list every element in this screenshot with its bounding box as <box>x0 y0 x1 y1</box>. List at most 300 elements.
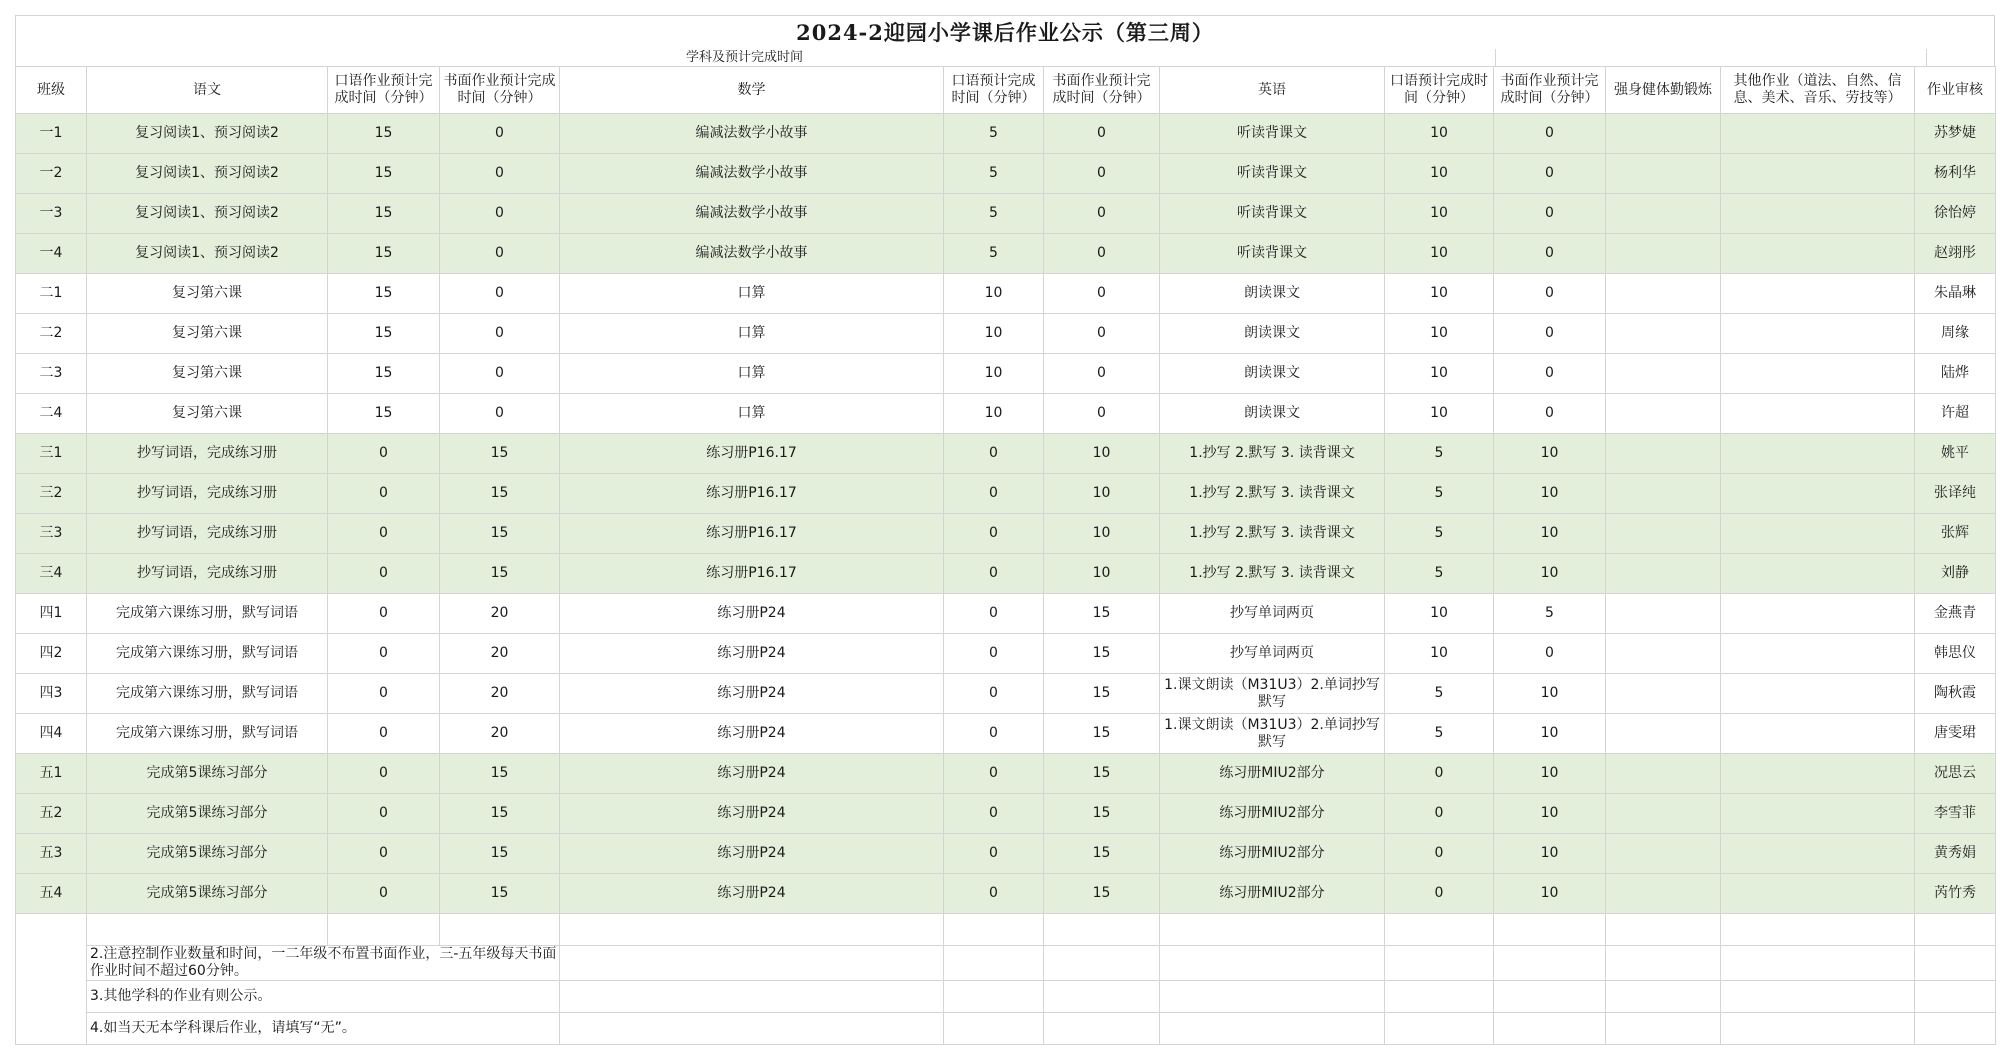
other-homework-cell[interactable] <box>1721 754 1915 794</box>
chinese-written-time-cell[interactable]: 15 <box>440 474 560 514</box>
math-written-time-cell[interactable]: 10 <box>1044 514 1160 554</box>
reviewer-cell[interactable]: 姚平 <box>1915 434 1996 474</box>
exercise-cell[interactable] <box>1606 434 1721 474</box>
class-cell[interactable]: 二1 <box>16 274 87 314</box>
empty-cell[interactable] <box>1915 914 1996 946</box>
other-homework-cell[interactable] <box>1721 114 1915 154</box>
reviewer-cell[interactable]: 朱晶琳 <box>1915 274 1996 314</box>
math-written-time-cell[interactable]: 0 <box>1044 394 1160 434</box>
chinese-task-cell[interactable]: 完成第六课练习册，默写词语 <box>87 674 328 714</box>
english-task-cell[interactable]: 1.课文朗读（M31U3）2.单词抄写默写 <box>1160 674 1385 714</box>
empty-cell[interactable] <box>944 981 1044 1013</box>
math-written-time-cell[interactable]: 15 <box>1044 834 1160 874</box>
english-task-cell[interactable]: 练习册MIU2部分 <box>1160 834 1385 874</box>
english-oral-time-cell[interactable]: 10 <box>1385 274 1494 314</box>
exercise-cell[interactable] <box>1606 234 1721 274</box>
other-homework-cell[interactable] <box>1721 874 1915 914</box>
reviewer-cell[interactable]: 徐怡婷 <box>1915 194 1996 234</box>
exercise-cell[interactable] <box>1606 714 1721 754</box>
chinese-oral-time-cell[interactable]: 0 <box>328 874 440 914</box>
reviewer-cell[interactable]: 陆烨 <box>1915 354 1996 394</box>
reviewer-cell[interactable]: 刘静 <box>1915 554 1996 594</box>
empty-cell[interactable] <box>1606 946 1721 981</box>
english-oral-time-cell[interactable]: 10 <box>1385 114 1494 154</box>
math-oral-time-cell[interactable]: 0 <box>944 714 1044 754</box>
math-task-cell[interactable]: 编减法数学小故事 <box>560 114 944 154</box>
exercise-cell[interactable] <box>1606 274 1721 314</box>
note-text[interactable]: 2.注意控制作业数量和时间，一二年级不布置书面作业，三-五年级每天书面作业时间不超过60分钟。 <box>87 946 560 981</box>
exercise-cell[interactable] <box>1606 794 1721 834</box>
class-cell[interactable]: 五3 <box>16 834 87 874</box>
other-homework-cell[interactable] <box>1721 594 1915 634</box>
chinese-oral-time-cell[interactable]: 0 <box>328 594 440 634</box>
math-oral-time-cell[interactable]: 10 <box>944 394 1044 434</box>
math-written-time-cell[interactable]: 10 <box>1044 474 1160 514</box>
math-written-time-cell[interactable]: 15 <box>1044 874 1160 914</box>
math-task-cell[interactable]: 编减法数学小故事 <box>560 154 944 194</box>
english-written-time-cell[interactable]: 10 <box>1494 714 1606 754</box>
math-written-time-cell[interactable]: 0 <box>1044 314 1160 354</box>
english-oral-time-cell[interactable]: 0 <box>1385 874 1494 914</box>
english-task-cell[interactable]: 听读背课文 <box>1160 154 1385 194</box>
other-homework-cell[interactable] <box>1721 634 1915 674</box>
empty-cell[interactable] <box>1494 1013 1606 1045</box>
exercise-cell[interactable] <box>1606 154 1721 194</box>
english-oral-time-cell[interactable]: 10 <box>1385 194 1494 234</box>
chinese-oral-time-cell[interactable]: 15 <box>328 394 440 434</box>
english-task-cell[interactable]: 朗读课文 <box>1160 274 1385 314</box>
empty-cell[interactable] <box>1385 946 1494 981</box>
english-task-cell[interactable]: 听读背课文 <box>1160 234 1385 274</box>
english-task-cell[interactable]: 1.抄写 2.默写 3. 读背课文 <box>1160 434 1385 474</box>
english-task-cell[interactable]: 抄写单词两页 <box>1160 594 1385 634</box>
other-homework-cell[interactable] <box>1721 274 1915 314</box>
english-written-time-cell[interactable]: 10 <box>1494 514 1606 554</box>
chinese-written-time-cell[interactable]: 0 <box>440 394 560 434</box>
math-oral-time-cell[interactable]: 5 <box>944 194 1044 234</box>
class-cell[interactable]: 一4 <box>16 234 87 274</box>
header-cell[interactable]: 口语作业预计完成时间（分钟） <box>328 67 440 114</box>
class-cell[interactable]: 四3 <box>16 674 87 714</box>
class-cell[interactable]: 二3 <box>16 354 87 394</box>
class-cell[interactable]: 二2 <box>16 314 87 354</box>
chinese-task-cell[interactable]: 完成第5课练习部分 <box>87 834 328 874</box>
chinese-oral-time-cell[interactable]: 0 <box>328 834 440 874</box>
math-task-cell[interactable]: 口算 <box>560 314 944 354</box>
chinese-oral-time-cell[interactable]: 0 <box>328 674 440 714</box>
class-cell[interactable]: 一1 <box>16 114 87 154</box>
exercise-cell[interactable] <box>1606 554 1721 594</box>
english-oral-time-cell[interactable]: 0 <box>1385 834 1494 874</box>
empty-cell[interactable] <box>1160 981 1385 1013</box>
math-written-time-cell[interactable]: 0 <box>1044 194 1160 234</box>
header-cell[interactable]: 强身健体勤锻炼 <box>1606 67 1721 114</box>
english-oral-time-cell[interactable]: 5 <box>1385 474 1494 514</box>
english-oral-time-cell[interactable]: 10 <box>1385 314 1494 354</box>
header-cell[interactable]: 口语预计完成时间（分钟） <box>944 67 1044 114</box>
header-cell[interactable]: 英语 <box>1160 67 1385 114</box>
exercise-cell[interactable] <box>1606 754 1721 794</box>
english-oral-time-cell[interactable]: 0 <box>1385 794 1494 834</box>
chinese-oral-time-cell[interactable]: 15 <box>328 194 440 234</box>
english-task-cell[interactable]: 练习册MIU2部分 <box>1160 794 1385 834</box>
other-homework-cell[interactable] <box>1721 714 1915 754</box>
english-task-cell[interactable]: 朗读课文 <box>1160 314 1385 354</box>
empty-cell[interactable] <box>1044 914 1160 946</box>
english-oral-time-cell[interactable]: 10 <box>1385 634 1494 674</box>
math-task-cell[interactable]: 练习册P24 <box>560 674 944 714</box>
empty-cell[interactable] <box>1385 1013 1494 1045</box>
math-oral-time-cell[interactable]: 0 <box>944 674 1044 714</box>
empty-cell[interactable] <box>1494 981 1606 1013</box>
exercise-cell[interactable] <box>1606 394 1721 434</box>
chinese-written-time-cell[interactable]: 0 <box>440 354 560 394</box>
empty-cell[interactable] <box>560 981 944 1013</box>
math-oral-time-cell[interactable]: 10 <box>944 314 1044 354</box>
title-row[interactable] <box>15 15 1995 49</box>
math-written-time-cell[interactable]: 0 <box>1044 354 1160 394</box>
chinese-task-cell[interactable]: 抄写词语，完成练习册 <box>87 474 328 514</box>
math-oral-time-cell[interactable]: 0 <box>944 554 1044 594</box>
exercise-cell[interactable] <box>1606 634 1721 674</box>
english-written-time-cell[interactable]: 0 <box>1494 354 1606 394</box>
english-oral-time-cell[interactable]: 10 <box>1385 154 1494 194</box>
chinese-task-cell[interactable]: 复习第六课 <box>87 314 328 354</box>
chinese-task-cell[interactable]: 完成第5课练习部分 <box>87 794 328 834</box>
empty-cell[interactable] <box>1915 946 1996 981</box>
chinese-task-cell[interactable]: 抄写词语，完成练习册 <box>87 434 328 474</box>
reviewer-cell[interactable]: 况思云 <box>1915 754 1996 794</box>
other-homework-cell[interactable] <box>1721 234 1915 274</box>
math-oral-time-cell[interactable]: 0 <box>944 834 1044 874</box>
math-task-cell[interactable]: 练习册P24 <box>560 714 944 754</box>
empty-cell[interactable] <box>1915 1013 1996 1045</box>
exercise-cell[interactable] <box>1606 834 1721 874</box>
chinese-written-time-cell[interactable]: 0 <box>440 274 560 314</box>
english-written-time-cell[interactable]: 10 <box>1494 474 1606 514</box>
math-oral-time-cell[interactable]: 0 <box>944 434 1044 474</box>
math-written-time-cell[interactable]: 10 <box>1044 434 1160 474</box>
chinese-oral-time-cell[interactable]: 15 <box>328 274 440 314</box>
empty-cell[interactable] <box>1385 914 1494 946</box>
english-task-cell[interactable]: 1.抄写 2.默写 3. 读背课文 <box>1160 554 1385 594</box>
math-task-cell[interactable]: 口算 <box>560 274 944 314</box>
math-written-time-cell[interactable]: 15 <box>1044 674 1160 714</box>
math-oral-time-cell[interactable]: 0 <box>944 594 1044 634</box>
english-task-cell[interactable]: 1.抄写 2.默写 3. 读背课文 <box>1160 474 1385 514</box>
chinese-oral-time-cell[interactable]: 15 <box>328 314 440 354</box>
class-cell[interactable]: 一2 <box>16 154 87 194</box>
english-written-time-cell[interactable]: 0 <box>1494 234 1606 274</box>
chinese-written-time-cell[interactable]: 20 <box>440 594 560 634</box>
empty-cell[interactable] <box>1044 1013 1160 1045</box>
empty-cell[interactable] <box>1606 1013 1721 1045</box>
english-written-time-cell[interactable]: 10 <box>1494 794 1606 834</box>
math-task-cell[interactable]: 练习册P16.17 <box>560 554 944 594</box>
class-cell[interactable]: 三2 <box>16 474 87 514</box>
header-cell[interactable]: 数学 <box>560 67 944 114</box>
other-homework-cell[interactable] <box>1721 554 1915 594</box>
english-written-time-cell[interactable]: 10 <box>1494 874 1606 914</box>
math-written-time-cell[interactable]: 10 <box>1044 554 1160 594</box>
other-homework-cell[interactable] <box>1721 394 1915 434</box>
chinese-written-time-cell[interactable]: 15 <box>440 874 560 914</box>
empty-cell[interactable] <box>1044 981 1160 1013</box>
exercise-cell[interactable] <box>1606 354 1721 394</box>
english-oral-time-cell[interactable]: 5 <box>1385 434 1494 474</box>
chinese-task-cell[interactable]: 完成第5课练习部分 <box>87 754 328 794</box>
math-written-time-cell[interactable]: 15 <box>1044 794 1160 834</box>
chinese-written-time-cell[interactable]: 20 <box>440 634 560 674</box>
english-task-cell[interactable]: 1.课文朗读（M31U3）2.单词抄写默写 <box>1160 714 1385 754</box>
class-cell[interactable]: 三3 <box>16 514 87 554</box>
empty-cell[interactable] <box>1044 946 1160 981</box>
math-written-time-cell[interactable]: 0 <box>1044 234 1160 274</box>
reviewer-cell[interactable]: 张辉 <box>1915 514 1996 554</box>
reviewer-cell[interactable]: 张译纯 <box>1915 474 1996 514</box>
english-written-time-cell[interactable]: 0 <box>1494 634 1606 674</box>
reviewer-cell[interactable]: 苏梦婕 <box>1915 114 1996 154</box>
math-oral-time-cell[interactable]: 5 <box>944 114 1044 154</box>
chinese-oral-time-cell[interactable]: 0 <box>328 634 440 674</box>
math-written-time-cell[interactable]: 0 <box>1044 154 1160 194</box>
english-written-time-cell[interactable]: 10 <box>1494 434 1606 474</box>
chinese-task-cell[interactable]: 复习阅读1、预习阅读2 <box>87 194 328 234</box>
english-task-cell[interactable]: 练习册MIU2部分 <box>1160 874 1385 914</box>
empty-cell[interactable] <box>1915 981 1996 1013</box>
chinese-oral-time-cell[interactable]: 0 <box>328 794 440 834</box>
english-written-time-cell[interactable]: 10 <box>1494 754 1606 794</box>
reviewer-cell[interactable]: 陶秋霞 <box>1915 674 1996 714</box>
math-oral-time-cell[interactable]: 0 <box>944 754 1044 794</box>
math-written-time-cell[interactable]: 0 <box>1044 114 1160 154</box>
chinese-oral-time-cell[interactable]: 15 <box>328 154 440 194</box>
chinese-oral-time-cell[interactable]: 0 <box>328 754 440 794</box>
math-task-cell[interactable]: 编减法数学小故事 <box>560 194 944 234</box>
english-written-time-cell[interactable]: 5 <box>1494 594 1606 634</box>
math-written-time-cell[interactable]: 15 <box>1044 714 1160 754</box>
note-text[interactable]: 4.如当天无本学科课后作业，请填写“无”。 <box>87 1013 560 1045</box>
exercise-cell[interactable] <box>1606 514 1721 554</box>
empty-cell[interactable] <box>944 914 1044 946</box>
math-task-cell[interactable]: 练习册P16.17 <box>560 514 944 554</box>
class-cell[interactable]: 四2 <box>16 634 87 674</box>
math-task-cell[interactable]: 练习册P24 <box>560 754 944 794</box>
chinese-task-cell[interactable]: 复习阅读1、预习阅读2 <box>87 154 328 194</box>
chinese-oral-time-cell[interactable]: 0 <box>328 474 440 514</box>
chinese-task-cell[interactable]: 复习第六课 <box>87 394 328 434</box>
english-oral-time-cell[interactable]: 5 <box>1385 514 1494 554</box>
reviewer-cell[interactable]: 赵翊彤 <box>1915 234 1996 274</box>
math-oral-time-cell[interactable]: 5 <box>944 154 1044 194</box>
header-cell[interactable]: 书面作业预计完成时间（分钟） <box>1044 67 1160 114</box>
chinese-oral-time-cell[interactable]: 15 <box>328 114 440 154</box>
chinese-task-cell[interactable]: 复习阅读1、预习阅读2 <box>87 234 328 274</box>
chinese-written-time-cell[interactable]: 20 <box>440 714 560 754</box>
english-oral-time-cell[interactable]: 10 <box>1385 594 1494 634</box>
subtitle-row[interactable] <box>15 49 1995 66</box>
english-written-time-cell[interactable]: 0 <box>1494 154 1606 194</box>
math-oral-time-cell[interactable]: 10 <box>944 274 1044 314</box>
english-task-cell[interactable]: 朗读课文 <box>1160 394 1385 434</box>
english-written-time-cell[interactable]: 0 <box>1494 274 1606 314</box>
other-homework-cell[interactable] <box>1721 314 1915 354</box>
empty-cell[interactable] <box>1494 914 1606 946</box>
empty-cell[interactable] <box>1160 1013 1385 1045</box>
chinese-task-cell[interactable]: 复习第六课 <box>87 354 328 394</box>
chinese-written-time-cell[interactable]: 0 <box>440 234 560 274</box>
chinese-task-cell[interactable]: 完成第六课练习册，默写词语 <box>87 634 328 674</box>
empty-cell[interactable] <box>16 914 87 1045</box>
exercise-cell[interactable] <box>1606 114 1721 154</box>
reviewer-cell[interactable]: 李雪菲 <box>1915 794 1996 834</box>
chinese-written-time-cell[interactable]: 15 <box>440 554 560 594</box>
chinese-written-time-cell[interactable]: 15 <box>440 434 560 474</box>
chinese-task-cell[interactable]: 复习阅读1、预习阅读2 <box>87 114 328 154</box>
reviewer-cell[interactable]: 韩思仪 <box>1915 634 1996 674</box>
chinese-written-time-cell[interactable]: 15 <box>440 794 560 834</box>
class-cell[interactable]: 一3 <box>16 194 87 234</box>
header-cell[interactable]: 书面作业预计完成时间（分钟） <box>1494 67 1606 114</box>
empty-cell[interactable] <box>560 946 944 981</box>
chinese-task-cell[interactable]: 完成第六课练习册，默写词语 <box>87 594 328 634</box>
math-oral-time-cell[interactable]: 10 <box>944 354 1044 394</box>
other-homework-cell[interactable] <box>1721 514 1915 554</box>
chinese-oral-time-cell[interactable]: 0 <box>328 714 440 754</box>
other-homework-cell[interactable] <box>1721 474 1915 514</box>
class-cell[interactable]: 四1 <box>16 594 87 634</box>
math-oral-time-cell[interactable]: 0 <box>944 514 1044 554</box>
chinese-written-time-cell[interactable]: 20 <box>440 674 560 714</box>
english-written-time-cell[interactable]: 10 <box>1494 834 1606 874</box>
other-homework-cell[interactable] <box>1721 354 1915 394</box>
reviewer-cell[interactable]: 芮竹秀 <box>1915 874 1996 914</box>
chinese-oral-time-cell[interactable]: 15 <box>328 234 440 274</box>
chinese-task-cell[interactable]: 抄写词语，完成练习册 <box>87 554 328 594</box>
other-homework-cell[interactable] <box>1721 194 1915 234</box>
header-cell[interactable]: 班级 <box>16 67 87 114</box>
empty-cell[interactable] <box>328 914 440 946</box>
chinese-task-cell[interactable]: 抄写词语，完成练习册 <box>87 514 328 554</box>
reviewer-cell[interactable]: 许超 <box>1915 394 1996 434</box>
exercise-cell[interactable] <box>1606 874 1721 914</box>
english-written-time-cell[interactable]: 0 <box>1494 114 1606 154</box>
english-written-time-cell[interactable]: 10 <box>1494 554 1606 594</box>
chinese-written-time-cell[interactable]: 0 <box>440 114 560 154</box>
reviewer-cell[interactable]: 黄秀娟 <box>1915 834 1996 874</box>
math-task-cell[interactable]: 练习册P24 <box>560 794 944 834</box>
empty-cell[interactable] <box>560 914 944 946</box>
english-oral-time-cell[interactable]: 0 <box>1385 754 1494 794</box>
english-task-cell[interactable]: 听读背课文 <box>1160 194 1385 234</box>
empty-cell[interactable] <box>1721 981 1915 1013</box>
exercise-cell[interactable] <box>1606 194 1721 234</box>
math-written-time-cell[interactable]: 15 <box>1044 594 1160 634</box>
english-oral-time-cell[interactable]: 5 <box>1385 554 1494 594</box>
math-task-cell[interactable]: 练习册P24 <box>560 594 944 634</box>
reviewer-cell[interactable]: 杨利华 <box>1915 154 1996 194</box>
reviewer-cell[interactable]: 金燕青 <box>1915 594 1996 634</box>
empty-cell[interactable] <box>944 1013 1044 1045</box>
other-homework-cell[interactable] <box>1721 674 1915 714</box>
other-homework-cell[interactable] <box>1721 834 1915 874</box>
class-cell[interactable]: 四4 <box>16 714 87 754</box>
math-written-time-cell[interactable]: 15 <box>1044 754 1160 794</box>
empty-cell[interactable] <box>1160 914 1385 946</box>
empty-cell[interactable] <box>1385 981 1494 1013</box>
class-cell[interactable]: 五1 <box>16 754 87 794</box>
math-oral-time-cell[interactable]: 0 <box>944 474 1044 514</box>
math-written-time-cell[interactable]: 15 <box>1044 634 1160 674</box>
empty-cell[interactable] <box>1494 946 1606 981</box>
empty-cell[interactable] <box>1721 914 1915 946</box>
header-cell[interactable]: 语文 <box>87 67 328 114</box>
english-task-cell[interactable]: 听读背课文 <box>1160 114 1385 154</box>
other-homework-cell[interactable] <box>1721 434 1915 474</box>
chinese-oral-time-cell[interactable]: 15 <box>328 354 440 394</box>
note-text[interactable] <box>87 914 328 946</box>
chinese-task-cell[interactable]: 完成第5课练习部分 <box>87 874 328 914</box>
header-cell[interactable]: 书面作业预计完成时间（分钟） <box>440 67 560 114</box>
chinese-written-time-cell[interactable]: 0 <box>440 154 560 194</box>
empty-cell[interactable] <box>440 914 560 946</box>
english-task-cell[interactable]: 抄写单词两页 <box>1160 634 1385 674</box>
exercise-cell[interactable] <box>1606 314 1721 354</box>
math-task-cell[interactable]: 编减法数学小故事 <box>560 234 944 274</box>
english-task-cell[interactable]: 1.抄写 2.默写 3. 读背课文 <box>1160 514 1385 554</box>
chinese-oral-time-cell[interactable]: 0 <box>328 554 440 594</box>
english-task-cell[interactable]: 练习册MIU2部分 <box>1160 754 1385 794</box>
empty-cell[interactable] <box>560 1013 944 1045</box>
english-oral-time-cell[interactable]: 10 <box>1385 234 1494 274</box>
note-text[interactable]: 3.其他学科的作业有则公示。 <box>87 981 560 1013</box>
class-cell[interactable]: 二4 <box>16 394 87 434</box>
math-oral-time-cell[interactable]: 5 <box>944 234 1044 274</box>
chinese-task-cell[interactable]: 完成第六课练习册，默写词语 <box>87 714 328 754</box>
exercise-cell[interactable] <box>1606 674 1721 714</box>
class-cell[interactable]: 五4 <box>16 874 87 914</box>
chinese-written-time-cell[interactable]: 15 <box>440 834 560 874</box>
class-cell[interactable]: 五2 <box>16 794 87 834</box>
empty-cell[interactable] <box>944 946 1044 981</box>
chinese-task-cell[interactable]: 复习第六课 <box>87 274 328 314</box>
header-cell[interactable]: 口语预计完成时间（分钟） <box>1385 67 1494 114</box>
english-oral-time-cell[interactable]: 10 <box>1385 354 1494 394</box>
exercise-cell[interactable] <box>1606 474 1721 514</box>
other-homework-cell[interactable] <box>1721 154 1915 194</box>
math-task-cell[interactable]: 练习册P16.17 <box>560 434 944 474</box>
exercise-cell[interactable] <box>1606 594 1721 634</box>
math-task-cell[interactable]: 练习册P24 <box>560 634 944 674</box>
english-written-time-cell[interactable]: 0 <box>1494 194 1606 234</box>
chinese-oral-time-cell[interactable]: 0 <box>328 434 440 474</box>
reviewer-cell[interactable]: 周缘 <box>1915 314 1996 354</box>
chinese-written-time-cell[interactable]: 15 <box>440 514 560 554</box>
english-oral-time-cell[interactable]: 10 <box>1385 394 1494 434</box>
english-oral-time-cell[interactable]: 5 <box>1385 674 1494 714</box>
math-written-time-cell[interactable]: 0 <box>1044 274 1160 314</box>
class-cell[interactable]: 三1 <box>16 434 87 474</box>
english-task-cell[interactable]: 朗读课文 <box>1160 354 1385 394</box>
header-cell[interactable]: 其他作业（道法、自然、信息、美术、音乐、劳技等） <box>1721 67 1915 114</box>
chinese-written-time-cell[interactable]: 0 <box>440 194 560 234</box>
math-task-cell[interactable]: 练习册P16.17 <box>560 474 944 514</box>
reviewer-cell[interactable]: 唐雯珺 <box>1915 714 1996 754</box>
english-oral-time-cell[interactable]: 5 <box>1385 714 1494 754</box>
chinese-written-time-cell[interactable]: 0 <box>440 314 560 354</box>
english-written-time-cell[interactable]: 0 <box>1494 394 1606 434</box>
other-homework-cell[interactable] <box>1721 794 1915 834</box>
